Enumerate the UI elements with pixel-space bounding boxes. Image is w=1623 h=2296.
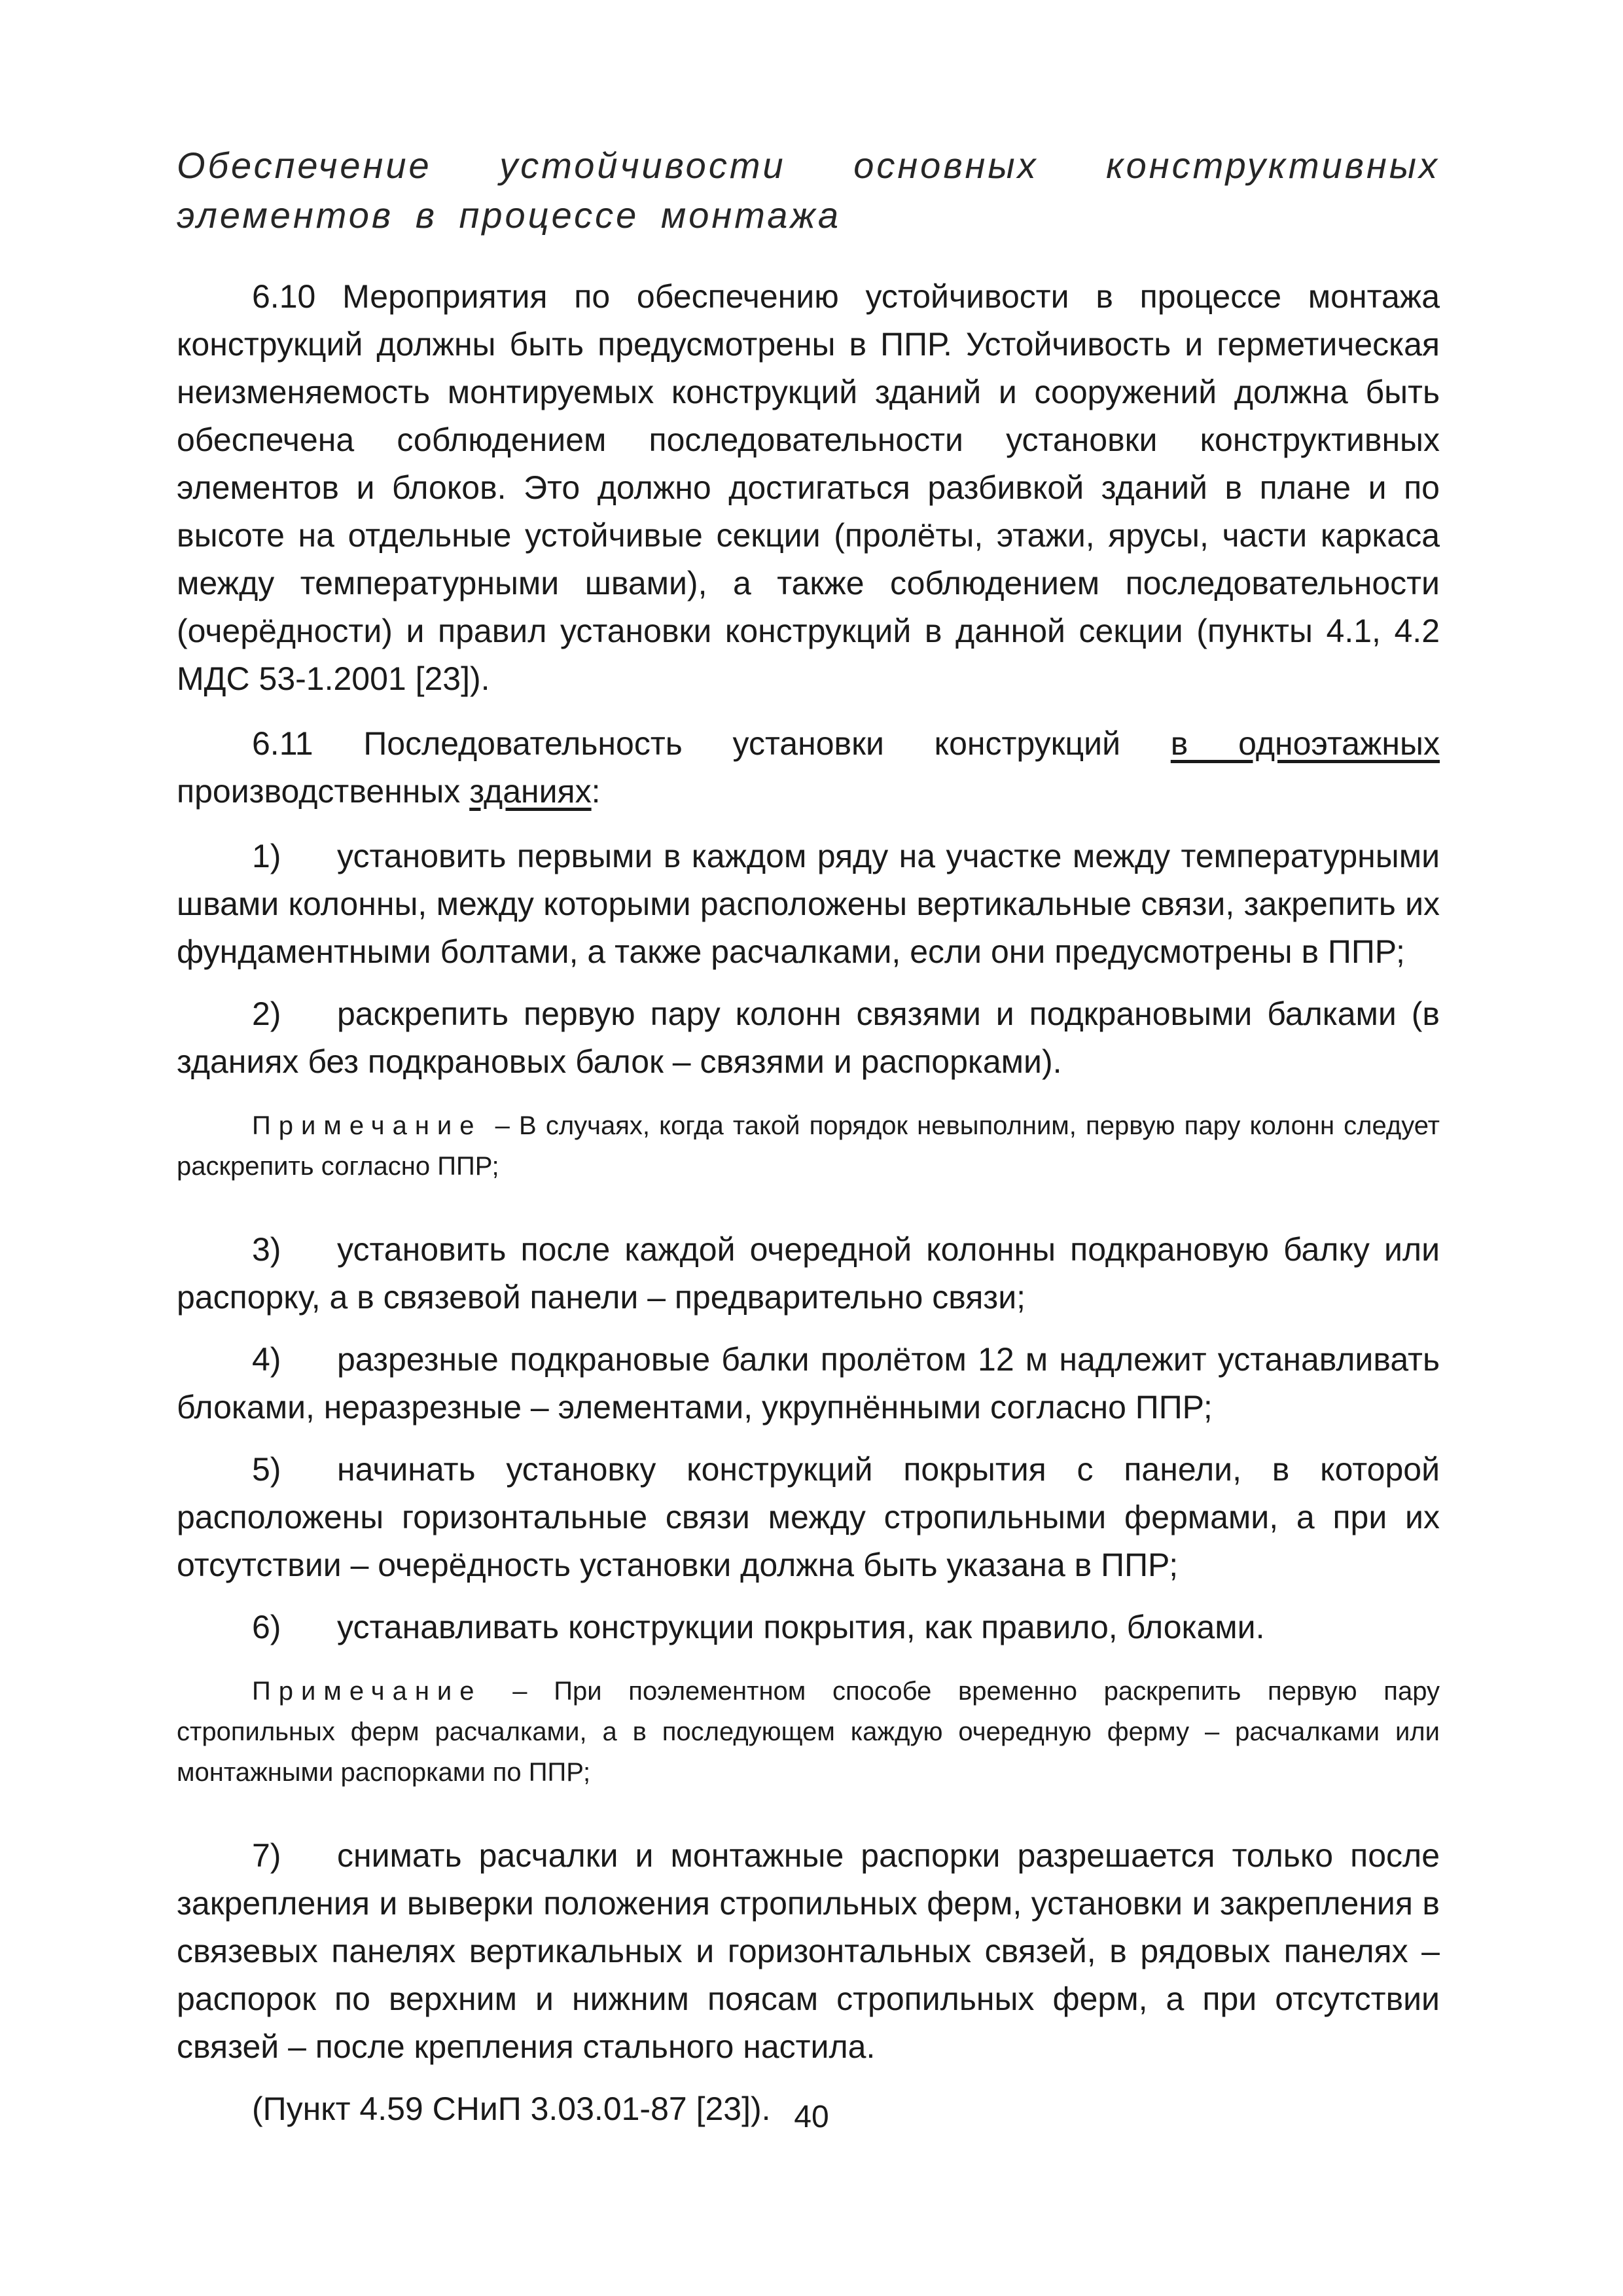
paragraph-6-11-mid: производственных [177, 773, 470, 810]
note-2 [177, 1671, 1440, 1793]
paragraph-6-11-lead: 6.11 Последовательность установки конструкций [252, 725, 1171, 762]
list-item-5 [177, 1446, 1440, 1589]
section-heading: Обеспечение устойчивости основных конструктивных элементов в процессе монтажа [177, 145, 1440, 236]
list-number: 1) [252, 838, 281, 874]
note-1 [177, 1105, 1440, 1187]
list-number: 7) [252, 1837, 281, 1874]
list-number: 3) [252, 1231, 281, 1268]
paragraph-6-11 [177, 720, 1440, 816]
list-item-text: разрезные подкрановые балки пролётом 12 м надлежит устанавливать блоками, неразрезные – элементами, укрупнёнными согласно ППР; [177, 1341, 1440, 1426]
list-item-text: установить после каждой очередной колонны подкрановую балку или распорку, а в связевой панели – предварительно связи; [177, 1231, 1440, 1316]
list-number: 4) [252, 1341, 281, 1378]
list-number: 5) [252, 1451, 281, 1488]
note-label: Примечание [252, 1677, 482, 1706]
list-item-text: начинать установку конструкций покрытия с панели, в которой расположены горизонтальные связи между стропильными фермами, а при их отсутствии – очерёдность установки должна быть указана в ППР; [177, 1451, 1440, 1583]
list-number: 2) [252, 996, 281, 1032]
underlined-phrase-one-storey: в одноэтажных [1170, 725, 1440, 762]
paragraph-6-10: 6.10 Мероприятия по обеспечению устойчивости в процессе монтажа конструкций должны быть предусмотрены в ППР. Устойчивость и герметическая неизменяемость монтируемых конструкций зданий и сооружений должна быть обеспечена соблюдением последовательности установки конструктивных элементов и блоков. Это должно достигаться разбивкой зданий в плане и по высоте на отдельные устойчивые секции (пролёты, этажи, ярусы, части каркаса между температурными швами), а также соблюдением последовательности (очерёдности) и правил установки конструкций в данной секции (пункты 4.1, 4.2 МДС 53-1.2001 [23]). [177, 278, 1440, 697]
paragraph-6-11-tail: : [591, 773, 601, 810]
list-item-7 [177, 1832, 1440, 2071]
list-number: 6) [252, 1609, 281, 1645]
list-item-text: установить первыми в каждом ряду на участке между температурными швами колонны, между которыми расположены вертикальные связи, закрепить их фундаментными болтами, а также расчалками, если они предусмотрены в ППР; [177, 838, 1440, 970]
list-item-2 [177, 990, 1440, 1086]
underlined-word-buildings: зданиях [469, 773, 592, 810]
source-reference: (Пункт 4.59 СНиП 3.03.01-87 [23]). [252, 2090, 771, 2127]
list-item-text: раскрепить первую пару колонн связями и подкрановыми балками (в зданиях без подкрановых балок – связями и распорками). [177, 996, 1440, 1080]
list-item-6 [177, 1604, 1440, 1651]
list-item-text: устанавливать конструкции покрытия, как правило, блоками. [337, 1609, 1265, 1645]
list-item-1 [177, 833, 1440, 976]
page-number: 40 [794, 2100, 829, 2134]
note-text: – При поэлементном способе временно раскрепить первую пару стропильных ферм расчалками, а в последующем каждую очередную ферму – расчалками или монтажными распорками по ППР; [177, 1677, 1440, 1787]
list-item-4 [177, 1336, 1440, 1431]
document-page [177, 141, 1440, 2133]
list-item-text: снимать расчалки и монтажные распорки разрешается только после закрепления и выверки положения стропильных ферм, установки и закрепления в связевых панелях вертикальных и горизонтальных связей, в рядовых панелях – распорок по верхним и нижним поясам стропильных ферм, а при отсутствии связей – после крепления стального настила. [177, 1837, 1440, 2065]
note-label: Примечание [252, 1111, 482, 1140]
note-text: – В случаях, когда такой порядок невыполним, первую пару колонн следует раскрепить согласно ППР; [177, 1111, 1440, 1181]
list-item-3 [177, 1226, 1440, 1321]
